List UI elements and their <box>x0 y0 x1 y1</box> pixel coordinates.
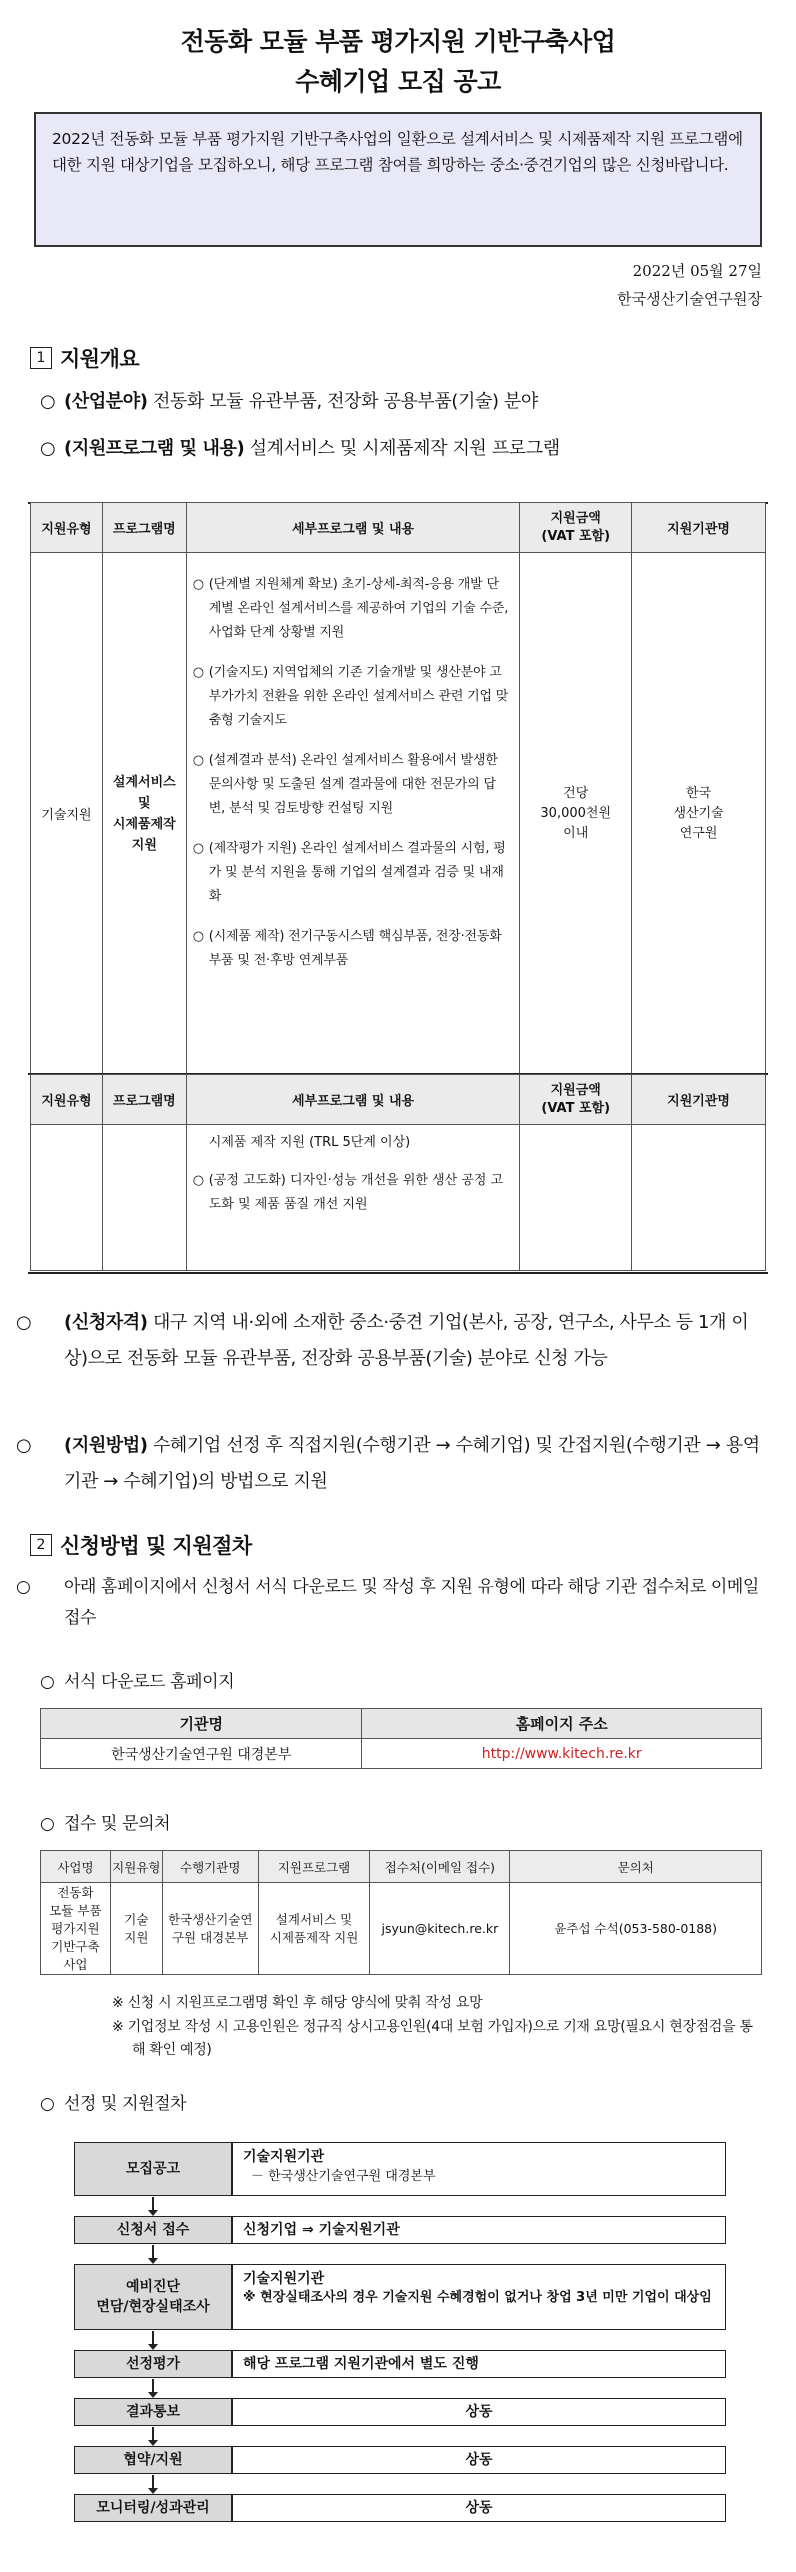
header-agency: 지원기관명 <box>632 503 766 553</box>
header-agency: 지원기관명 <box>632 1075 766 1125</box>
section1-title: 지원개요 <box>60 347 140 371</box>
detail-item: ○ (기술지도) 지역업체의 기존 기술개발 및 생산분야 고부가가치 전환을 위한 온라인 설계서비스 관련 기업 맞춤형 기술지도 <box>192 665 509 728</box>
header-type: 지원유형 <box>110 1851 162 1883</box>
header-amount: 지원금액 (VAT 포함) <box>520 1075 632 1125</box>
table-row <box>31 553 766 1075</box>
doc-title-line1: 전동화 모듈 부품 평가지원 기반구축사업 <box>180 27 616 56</box>
industry-label: (산업분야) <box>64 391 148 412</box>
header-agency: 수행기관명 <box>162 1851 258 1883</box>
arrow-down-icon <box>152 2475 154 2492</box>
detail-item: ○ (공정 고도화) 디자인·성능 개선을 위한 생산 공정 고도화 및 제품 품질 개선 지원 <box>192 1173 504 1212</box>
program-table-continued <box>30 1074 766 1271</box>
section2-number: 2 <box>30 1534 52 1556</box>
circle-bullet-icon: ○ <box>40 2094 55 2114</box>
method-bullet <box>16 1428 762 1500</box>
section1-heading <box>30 343 139 373</box>
arrow-down-icon <box>152 2379 154 2396</box>
cell-detail <box>186 553 520 1075</box>
flow-step-label: 모집공고 <box>74 2142 232 2196</box>
arrow-down-icon <box>152 2245 154 2262</box>
program-label: (지원프로그램 및 내용) <box>64 438 245 459</box>
contact-table <box>40 1850 762 1975</box>
note-2: ※ 기업정보 작성 시 고용인원은 정규직 상시고용인원(4대 보험 가입자)으로 기재 요망(필요시 현장점검을 통해 확인 예정) <box>112 2019 753 2058</box>
circle-bullet-icon: ○ <box>40 1672 55 1692</box>
flow-step-label: 예비진단 면담/현장실태조사 <box>74 2264 232 2330</box>
flow-step-box: 해당 프로그램 지원기관에서 별도 진행 <box>232 2350 726 2378</box>
header-program: 프로그램명 <box>102 503 186 553</box>
program-text: 설계서비스 및 시제품제작 지원 프로그램 <box>249 438 560 459</box>
flow-step-box: 상동 <box>232 2398 726 2426</box>
apply-bullet <box>16 1572 762 1634</box>
flow-step-label: 모니터링/성과관리 <box>74 2494 232 2522</box>
table-header-row <box>41 1851 762 1883</box>
section2-title: 신청방법 및 지원절차 <box>60 1534 252 1558</box>
contact-title: 접수 및 문의처 <box>64 1814 171 1834</box>
qualification-text: 대구 지역 내·외에 소재한 중소·중견 기업(본사, 공장, 연구소, 사무소 등 1개 이상)으로 전동화 모듈 유관부품, 전장화 공용부품(기술) 분야로 신청 가능 <box>64 1312 749 1369</box>
flow-step-box: 상동 <box>232 2446 726 2474</box>
table-bottom-rule <box>28 1272 768 1274</box>
flow-step-label: 협약/지원 <box>74 2446 232 2474</box>
cell-agency: 한국생산기술연 구원 대경본부 <box>162 1883 258 1975</box>
email-link[interactable]: jsyun@kitech.re.kr <box>370 1883 510 1975</box>
flow-step-title: 기술지원기관 <box>243 2271 325 2287</box>
download-table <box>40 1708 762 1769</box>
detail-item: ○ (제작평가 지원) 온라인 설계서비스 결과물의 시험, 평가 및 분석 지원을 통해 기업의 설계결과 검증 및 내재화 <box>192 841 506 904</box>
circle-bullet-icon: ○ <box>40 391 56 412</box>
header-contact: 문의처 <box>510 1851 762 1883</box>
section1-number: 1 <box>30 347 52 369</box>
qualification-label: (신청자격) <box>64 1312 148 1333</box>
doc-title-line2: 수혜기업 모집 공고 <box>295 67 501 96</box>
table-header-row <box>31 1075 766 1125</box>
header-email: 접수처(이메일 접수) <box>370 1851 510 1883</box>
header-program: 지원프로그램 <box>258 1851 370 1883</box>
flow-step-sub: ※ 현장실태조사의 경우 기술지원 수혜경험이 없거나 창업 3년 미만 기업이 대상임 <box>243 2290 712 2305</box>
qualification-bullet <box>16 1305 762 1377</box>
cell-type: 기술지원 <box>31 553 103 1075</box>
cell-agency: 한국 생산기술 연구원 <box>632 553 766 1075</box>
arrow-down-icon <box>152 2197 154 2214</box>
flow-step-box: 상동 <box>232 2494 726 2522</box>
issue-info <box>617 257 762 313</box>
contact-bullet <box>40 1808 762 1840</box>
intro-box: 2022년 전동화 모듈 부품 평가지원 기반구축사업의 일환으로 설계서비스 및 시제품제작 지원 프로그램에 대한 지원 대상기업을 모집하오니, 해당 프로그램 참여를 희망하는 중소·중견기업의 많은 신청바랍니다. <box>34 112 762 247</box>
homepage-link[interactable]: http://www.kitech.re.kr <box>362 1739 762 1769</box>
flow-step-box <box>232 2142 726 2196</box>
table-row <box>41 1883 762 1975</box>
flow-step-label: 결과통보 <box>74 2398 232 2426</box>
note-1: ※ 신청 시 지원프로그램명 확인 후 해당 양식에 맞춰 작성 요망 <box>112 1995 483 2011</box>
cell-program: 설계서비스 및 시제품제작 지원 <box>258 1883 370 1975</box>
detail-item-cont: 시제품 제작 지원 (TRL 5단계 이상) <box>208 1135 411 1150</box>
circle-bullet-icon: ○ <box>40 1814 55 1834</box>
program-bullet <box>40 433 762 465</box>
detail-item: ○ (단계별 지원체계 확보) 초기-상세-최적-응용 개발 단계별 온라인 설계서비스를 제공하여 기업의 기술 수준, 사업화 단계 상황별 지원 <box>192 577 509 640</box>
detail-item: ○ (설계결과 분석) 온라인 설계서비스 활용에서 발생한 문의사항 및 도출된 설계 결과물에 대한 전문가의 답변, 분석 및 검토방향 컨설팅 지원 <box>192 753 498 816</box>
industry-bullet <box>40 386 762 418</box>
arrow-down-icon <box>152 2331 154 2348</box>
header-detail: 세부프로그램 및 내용 <box>186 503 520 553</box>
issuer: 한국생산기술연구원장 <box>617 290 762 308</box>
header-agency: 기관명 <box>41 1709 362 1739</box>
detail-item: ○ (시제품 제작) 전기구동시스템 핵심부품, 전장·전동화 부품 및 전·후방 연계부품 <box>192 929 502 968</box>
flow-step-title: 기술지원기관 <box>243 2149 325 2165</box>
circle-bullet-icon: ○ <box>40 438 56 459</box>
table-row <box>41 1739 762 1769</box>
cell-contact: 윤주섭 수석(053-580-0188) <box>510 1883 762 1975</box>
header-type: 지원유형 <box>31 1075 103 1125</box>
circle-bullet-icon: ○ <box>16 1435 32 1456</box>
issue-date: 2022년 05월 27일 <box>632 262 762 280</box>
header-amount: 지원금액 (VAT 포함) <box>520 503 632 553</box>
header-project: 사업명 <box>41 1851 111 1883</box>
table-row <box>31 1125 766 1271</box>
industry-text: 전동화 모듈 유관부품, 전장화 공용부품(기술) 분야 <box>152 391 538 412</box>
header-type: 지원유형 <box>31 503 103 553</box>
cell-amount: 건당 30,000천원 이내 <box>520 553 632 1075</box>
apply-text: 아래 홈페이지에서 신청서 서식 다운로드 및 작성 후 지원 유형에 따라 해당 기관 접수처로 이메일 접수 <box>64 1577 759 1628</box>
circle-bullet-icon: ○ <box>16 1577 31 1597</box>
flow-title: 선정 및 지원절차 <box>64 2094 187 2114</box>
flow-step-label: 신청서 접수 <box>74 2216 232 2244</box>
cell-agency-name: 한국생산기술연구원 대경본부 <box>41 1739 362 1769</box>
flow-bullet <box>40 2088 762 2120</box>
cell-project: 전동화 모듈 부품 평가지원 기반구축 사업 <box>41 1883 111 1975</box>
flow-step-label: 선정평가 <box>74 2350 232 2378</box>
header-detail: 세부프로그램 및 내용 <box>186 1075 520 1125</box>
cell-detail-cont <box>186 1125 520 1271</box>
program-table <box>30 502 766 1075</box>
section2-heading <box>30 1530 252 1560</box>
flow-step-box <box>232 2264 726 2330</box>
download-bullet <box>40 1666 762 1698</box>
cell-program: 설계서비스 및 시제품제작 지원 <box>102 553 186 1075</box>
header-program: 프로그램명 <box>102 1075 186 1125</box>
download-title: 서식 다운로드 홈페이지 <box>64 1672 235 1692</box>
cell-type: 기술 지원 <box>110 1883 162 1975</box>
flow-step-sub: － 한국생산기술연구원 대경본부 <box>251 2169 436 2184</box>
flow-step-box: 신청기업 ⇒ 기술지원기관 <box>232 2216 726 2244</box>
method-label: (지원방법) <box>64 1435 148 1456</box>
header-url: 홈페이지 주소 <box>362 1709 762 1739</box>
table-header-row <box>31 503 766 553</box>
method-text: 수혜기업 선정 후 직접지원(수행기관 → 수혜기업) 및 간접지원(수행기관 → 용역기관 → 수혜기업)의 방법으로 지원 <box>64 1435 760 1492</box>
arrow-down-icon <box>152 2427 154 2444</box>
table-header-row <box>41 1709 762 1739</box>
circle-bullet-icon: ○ <box>16 1312 32 1333</box>
